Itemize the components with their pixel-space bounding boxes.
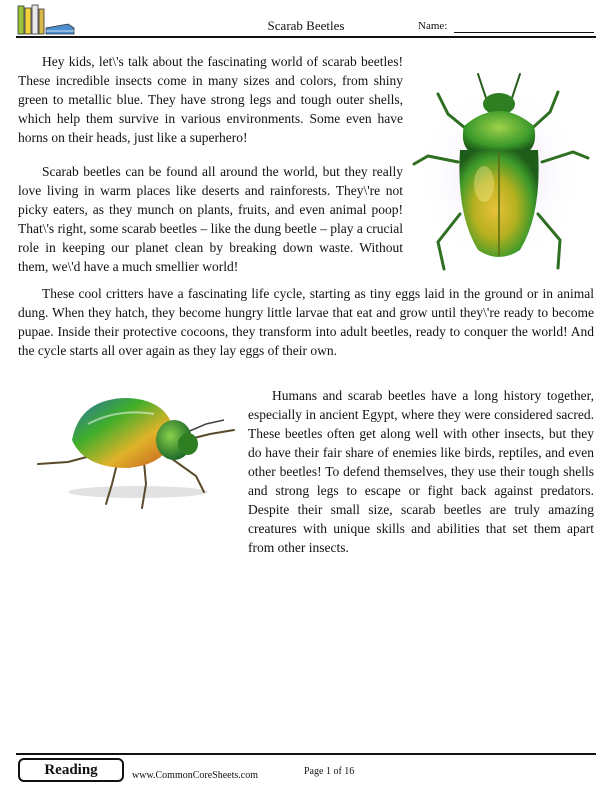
site-url[interactable]: www.CommonCoreSheets.com <box>132 770 259 781</box>
rainbow-leaf-beetle-image <box>28 384 242 512</box>
page-number: Page 1 of 16 <box>304 766 355 777</box>
reading-badge: Reading <box>18 758 124 782</box>
footer-divider <box>16 753 596 755</box>
paragraph-history: Humans and scarab beetles have a long history together, especially in ancient Egypt, where they were considered sacred. These beetles often get along well with other insects, but they do have their fair share of enemies like birds, reptiles, and even other beetles! To defend themselves, they use their tough shells and strong legs to escape or fight back against predators. Despite their small size, scarab beetles are truly amazing creatures with unique skills and abilities that set them apart from other insects. <box>248 388 594 555</box>
name-label: Name: <box>418 20 448 32</box>
green-scarab-beetle-image <box>408 64 594 278</box>
page-header <box>0 0 612 40</box>
paragraph-habitat: Scarab beetles can be found all around the world, but they really love living in warm places like deserts and rainforests. They\'re not picky eaters, as they munch on plants, fruits, and even animal poop! That\'s right, some scarab beetles – like the dung beetle – play a crucial role in keeping our planet clean by breaking down waste. Without them, we\'d have a much smellier world! <box>18 164 403 274</box>
page-title: Scarab Beetles <box>267 18 345 33</box>
name-field-line <box>454 32 594 33</box>
paragraph-life-cycle: These cool critters have a fascinating life cycle, starting as tiny eggs laid in the ground or in animal dung. When they hatch, they become hungry little larvae that eat and grow until they\'re ready to become pupae. Inside their protective cocoons, they transform into adult beetles, ready to conquer the world! And the cycle starts all over again as they lay eggs of their own. <box>18 286 594 358</box>
paragraph-intro: Hey kids, let\'s talk about the fascinating world of scarab beetles! These incredible insects come in many sizes and colors, from shiny green to metallic blue. They have strong legs and tough outer shells, which help them survive in various environments. Some even have horns on their heads, just like a superhero! <box>18 54 403 145</box>
header-divider <box>16 36 596 38</box>
